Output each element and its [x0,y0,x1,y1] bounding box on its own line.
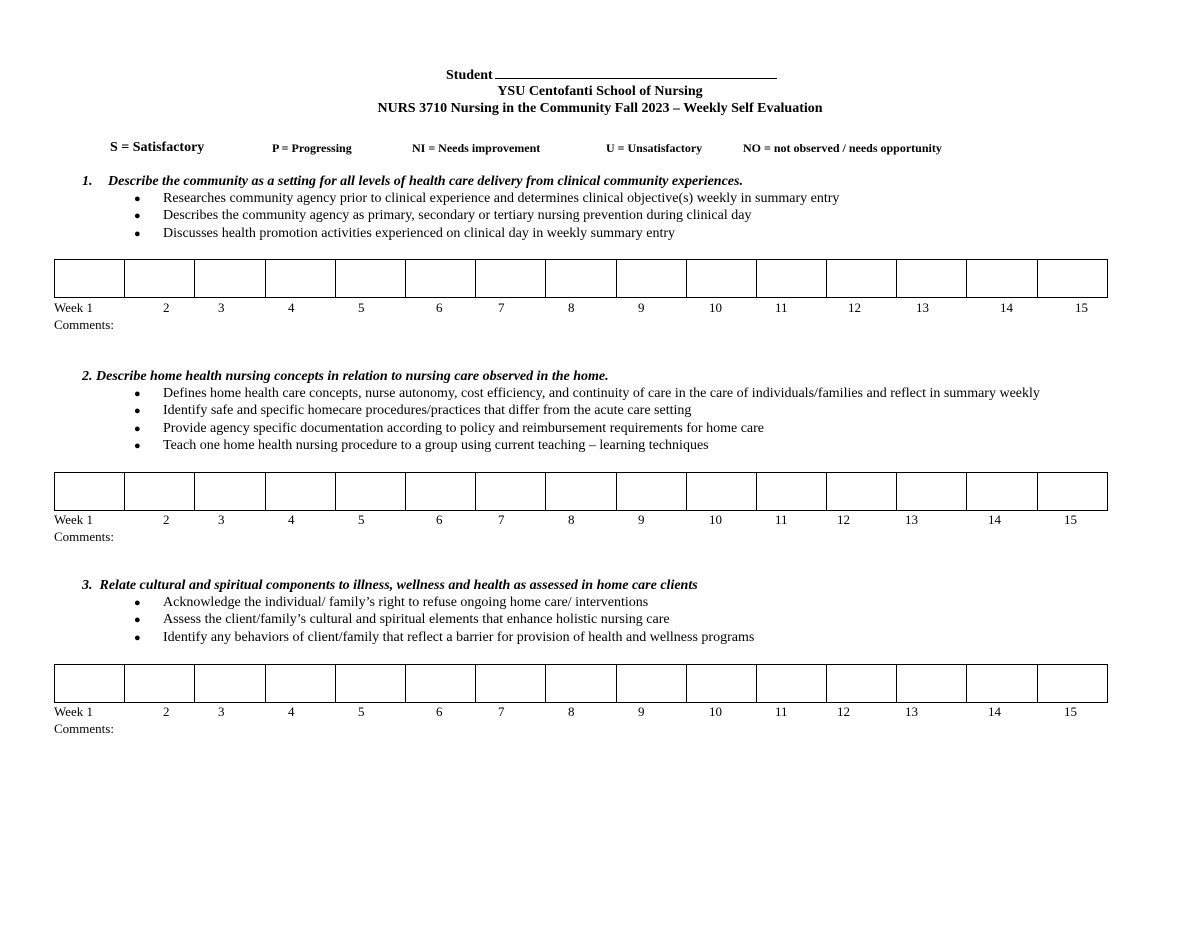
rating-cell[interactable] [827,260,897,298]
rating-cell[interactable] [616,665,686,703]
week-label: 6 [436,704,443,719]
list-item [134,386,1040,402]
rating-cell[interactable] [897,473,967,511]
week-label: 15 [1064,704,1077,719]
list-item-text: Teach one home health nursing procedure to a group using current teaching – learning techniques [163,438,709,453]
rating-cell[interactable] [405,473,475,511]
list-item [134,421,764,437]
bullet-icon: ● [134,193,141,205]
rating-cell[interactable] [616,473,686,511]
bullet-icon: ● [134,632,141,644]
objective-text: Describe the community as a setting for all levels of health care delivery from clinical community experiences. [108,174,743,189]
list-item [134,612,670,628]
week-label: Week 1 [54,300,94,315]
rating-cell[interactable] [1037,473,1107,511]
bullet-icon: ● [134,228,141,240]
list-item [134,191,839,207]
week-label: 14 [1000,300,1013,315]
rating-cell[interactable] [335,260,405,298]
week-label: Week 1 [54,704,94,719]
list-item-text: Defines home health care concepts, nurse autonomy, cost efficiency, and continuity of care in the care of individuals/families and reflect in summary weekly [163,386,1040,401]
rating-cell[interactable] [546,665,616,703]
week-label: 15 [1064,512,1077,527]
rating-cell[interactable] [55,260,125,298]
week-label: 2 [163,704,170,719]
week-label: 9 [638,512,645,527]
week-label: 14 [988,704,1001,719]
objective-text: Relate cultural and spiritual components to illness, wellness and health as assessed in home care clients [99,578,698,593]
list-item [134,208,751,224]
course-title: NURS 3710 Nursing in the Community Fall 2023 – Weekly Self Evaluation [377,101,823,116]
week-label: 4 [288,512,295,527]
week-label: 13 [916,300,929,315]
rating-cell[interactable] [686,665,756,703]
week-label: 5 [358,512,365,527]
list-item-text: Identify safe and specific homecare procedures/practices that differ from the acute care setting [163,403,692,418]
rating-cell[interactable] [546,260,616,298]
list-item-text: Researches community agency prior to clinical experience and determines clinical objective(s) weekly in summary entry [163,191,840,206]
rating-cell[interactable] [195,473,265,511]
list-item-text: Assess the client/family’s cultural and spiritual elements that enhance holistic nursing care [163,612,670,627]
rating-cell[interactable] [897,665,967,703]
list-item [134,438,709,454]
rating-cell[interactable] [827,473,897,511]
week-label: 2 [163,512,170,527]
week-label: 9 [638,704,645,719]
list-item [134,226,675,242]
week-label: 7 [498,300,505,315]
bullet-icon: ● [134,440,141,452]
rating-cell[interactable] [55,665,125,703]
rating-cell[interactable] [967,473,1037,511]
list-item-text: Identify any behaviors of client/family that reflect a barrier for provision of health and wellness programs [163,630,755,645]
comments-label: Comments: [54,317,114,332]
week-label: 7 [498,704,505,719]
objective-number: 3. [82,578,93,593]
rating-cell[interactable] [476,665,546,703]
rating-cell[interactable] [967,665,1037,703]
bullet-icon: ● [134,423,141,435]
rating-cell[interactable] [686,260,756,298]
rating-cell[interactable] [125,260,195,298]
week-label: 8 [568,300,575,315]
student-label: Student [446,68,493,83]
bullet-icon: ● [134,614,141,626]
objective-text: Describe home health nursing concepts in relation to nursing care observed in the home. [96,369,609,384]
week-label: 12 [837,512,850,527]
rating-cell[interactable] [756,260,826,298]
legend-not-observed: NO = not observed / needs opportunity [743,141,942,155]
list-item [134,403,691,419]
rating-cell[interactable] [686,473,756,511]
week-label: Week 1 [54,512,94,527]
rating-cell[interactable] [967,260,1037,298]
week-label: 10 [709,704,722,719]
list-item [134,630,754,646]
rating-cell[interactable] [195,665,265,703]
list-item-text: Discusses health promotion activities experienced on clinical day in weekly summary entry [163,226,676,241]
week-label: 15 [1075,300,1088,315]
rating-cell[interactable] [55,473,125,511]
comments-label: Comments: [54,529,114,544]
student-name-line[interactable] [495,66,777,79]
rating-cell[interactable] [476,473,546,511]
rating-cell[interactable] [405,665,475,703]
week-label: 5 [358,704,365,719]
rating-cell[interactable] [335,473,405,511]
week-label: 10 [709,512,722,527]
rating-cell[interactable] [897,260,967,298]
week-label: 10 [709,300,722,315]
rating-cell[interactable] [1037,665,1107,703]
bullet-icon: ● [134,388,141,400]
objective-2 [82,369,609,385]
bullet-icon: ● [134,210,141,222]
week-label: 7 [498,512,505,527]
list-item-text: Provide agency specific documentation according to policy and reimbursement requirements for home care [163,421,765,436]
rating-cell[interactable] [265,260,335,298]
rating-cell[interactable] [756,665,826,703]
rating-cell[interactable] [195,260,265,298]
rating-cell[interactable] [405,260,475,298]
list-item-text: Describes the community agency as primary, secondary or tertiary nursing prevention during clinical day [163,208,752,223]
rating-cell[interactable] [756,473,826,511]
week-rating-grid-3 [54,664,1108,703]
week-label: 4 [288,300,295,315]
week-label: 6 [436,300,443,315]
week-label: 14 [988,512,1001,527]
week-label: 3 [218,704,225,719]
rating-cell[interactable] [1037,260,1107,298]
week-label: 13 [905,704,918,719]
week-label: 5 [358,300,365,315]
legend-satisfactory: S = Satisfactory [110,140,205,155]
rating-cell[interactable] [616,260,686,298]
rating-cell[interactable] [546,473,616,511]
week-label: 6 [436,512,443,527]
bullet-icon: ● [134,405,141,417]
week-label: 12 [848,300,861,315]
objective-number: 1. [82,174,93,189]
week-label: 2 [163,300,170,315]
legend-unsatisfactory: U = Unsatisfactory [606,141,703,155]
week-label: 3 [218,300,225,315]
student-field[interactable] [446,66,777,84]
legend-needs-improvement: NI = Needs improvement [412,141,541,155]
week-label: 11 [775,512,788,527]
list-item-text: Acknowledge the individual/ family’s right to refuse ongoing home care/ interventions [163,595,649,610]
week-rating-grid-2 [54,472,1108,511]
rating-cell[interactable] [125,665,195,703]
week-label: 8 [568,512,575,527]
objective-number: 2. [82,369,93,384]
bullet-icon: ● [134,597,141,609]
rating-cell[interactable] [476,260,546,298]
week-label: 12 [837,704,850,719]
list-item [134,595,648,611]
week-label: 11 [775,704,788,719]
week-label: 3 [218,512,225,527]
objective-1 [82,174,743,190]
week-label: 13 [905,512,918,527]
comments-label: Comments: [54,721,114,736]
rating-cell[interactable] [265,665,335,703]
rating-cell[interactable] [827,665,897,703]
rating-cell[interactable] [125,473,195,511]
week-label: 4 [288,704,295,719]
legend-progressing: P = Progressing [272,141,352,155]
school-title: YSU Centofanti School of Nursing [497,84,703,99]
week-rating-grid-1 [54,259,1108,298]
rating-cell[interactable] [265,473,335,511]
week-label: 8 [568,704,575,719]
week-label: 11 [775,300,788,315]
objective-3 [82,578,698,594]
rating-cell[interactable] [335,665,405,703]
week-label: 9 [638,300,645,315]
